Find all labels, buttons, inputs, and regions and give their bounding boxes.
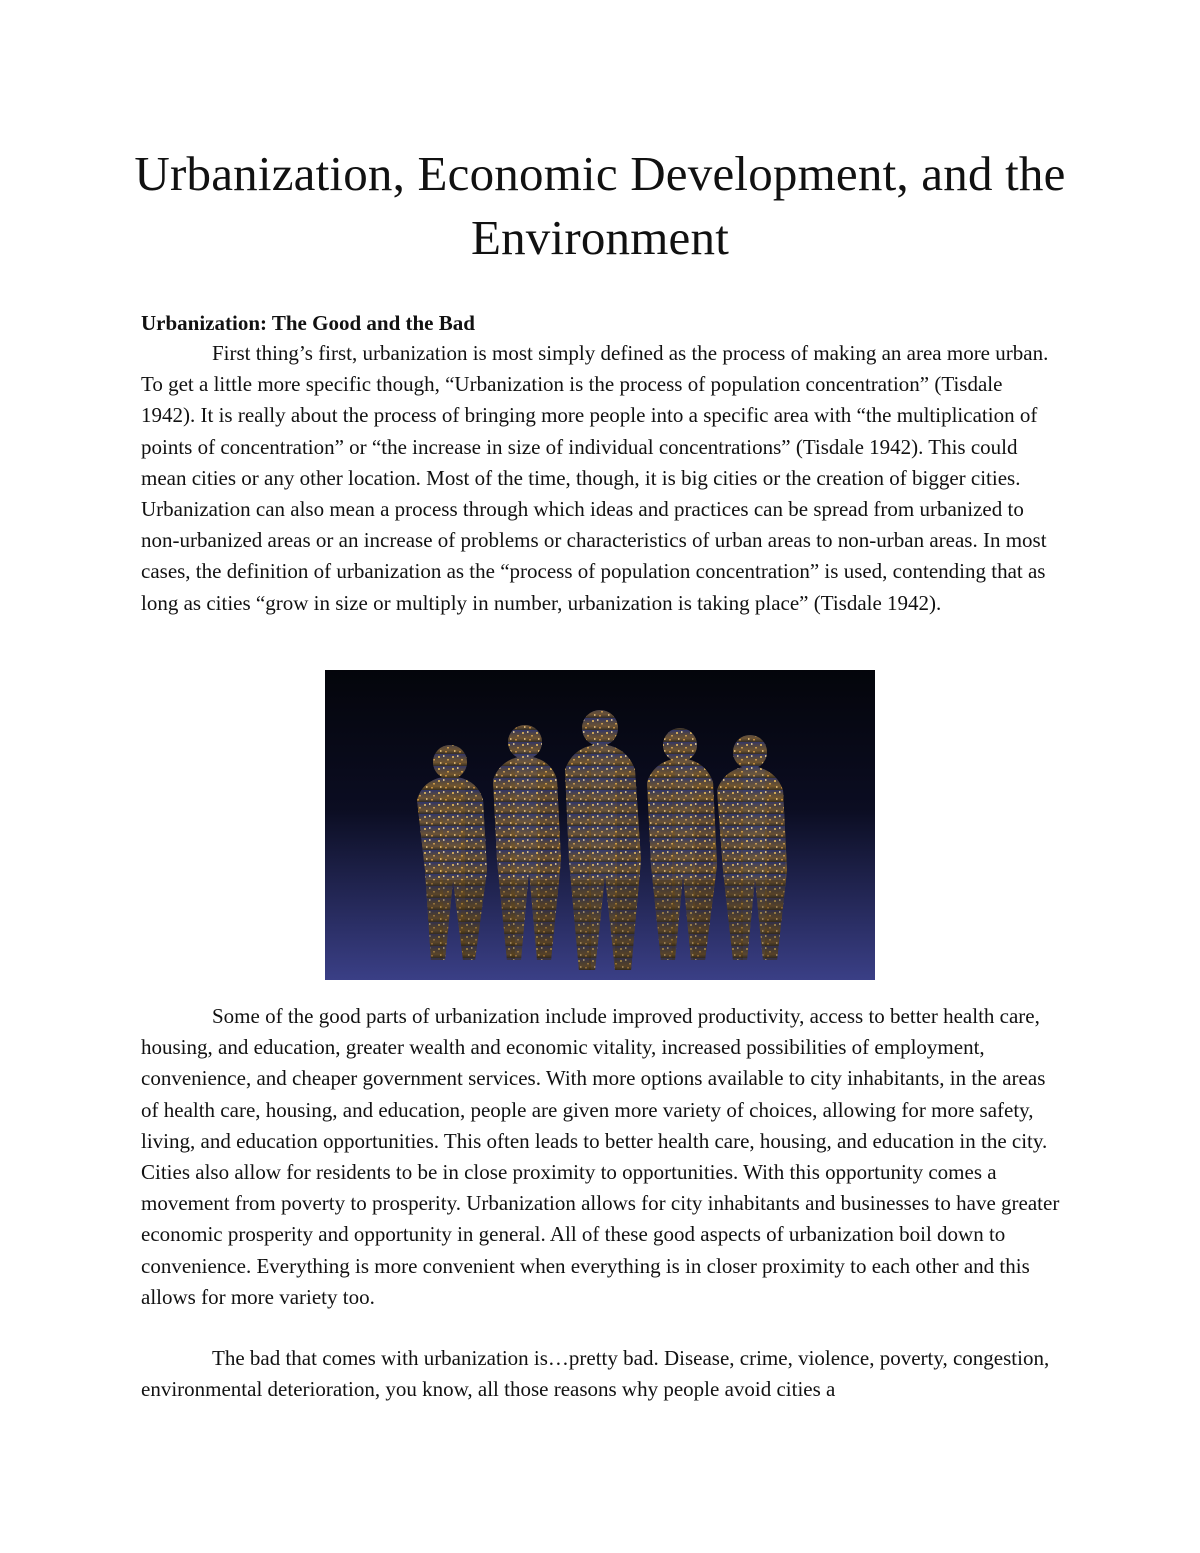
document-title: Urbanization, Economic Development, and the Environment <box>134 146 1066 265</box>
city-silhouette-people-image <box>325 670 875 980</box>
paragraph-bad-parts: The bad that comes with urbanization is…pretty bad. Disease, crime, violence, poverty, congestion, environmental deterioration, you know, all those reasons why people avoid cities a <box>141 1346 1050 1402</box>
section-heading: Urbanization: The Good and the Bad <box>141 311 475 335</box>
paragraph-good-parts: Some of the good parts of urbanization include improved productivity, access to better health care, housing, and education, greater wealth and economic vitality, increased possibilities of employment, convenience, and cheaper government services. With more options available to city inhabitants, in the areas of health care, housing, and education, people are given more variety of choices, allowing for more safety, living, and education opportunities. This often leads to better health care, housing, and education in the city. Cities also allow for residents to be in close proximity to opportunities. With this opportunity comes a movement from poverty to prosperity. Urbanization allows for city inhabitants and businesses to have greater economic prosperity and opportunity in general. All of these good aspects of urbanization boil down to convenience. Everything is more convenient when everything is in closer proximity to each other and this allows for more variety too. <box>141 1004 1060 1309</box>
paragraph-definition: First thing’s first, urbanization is most simply defined as the process of making an area more urban. To get a little more specific though, “Urbanization is the process of population concentration” (Tisdale 1942). It is really about the process of bringing more people into a specific area with “the multiplication of points of concentration” or “the increase in size of individual concentrations” (Tisdale 1942). This could mean cities or any other location. Most of the time, though, it is big cities or the creation of bigger cities. Urbanization can also mean a process through which ideas and practices can be spread from urbanized to non-urbanized areas or an increase of problems or characteristics of urban areas to non-urban areas. In most cases, the definition of urbanization as the “process of population concentration” is used, contending that as long as cities “grow in size or multiply in number, urbanization is taking place” (Tisdale 1942). <box>141 341 1049 615</box>
